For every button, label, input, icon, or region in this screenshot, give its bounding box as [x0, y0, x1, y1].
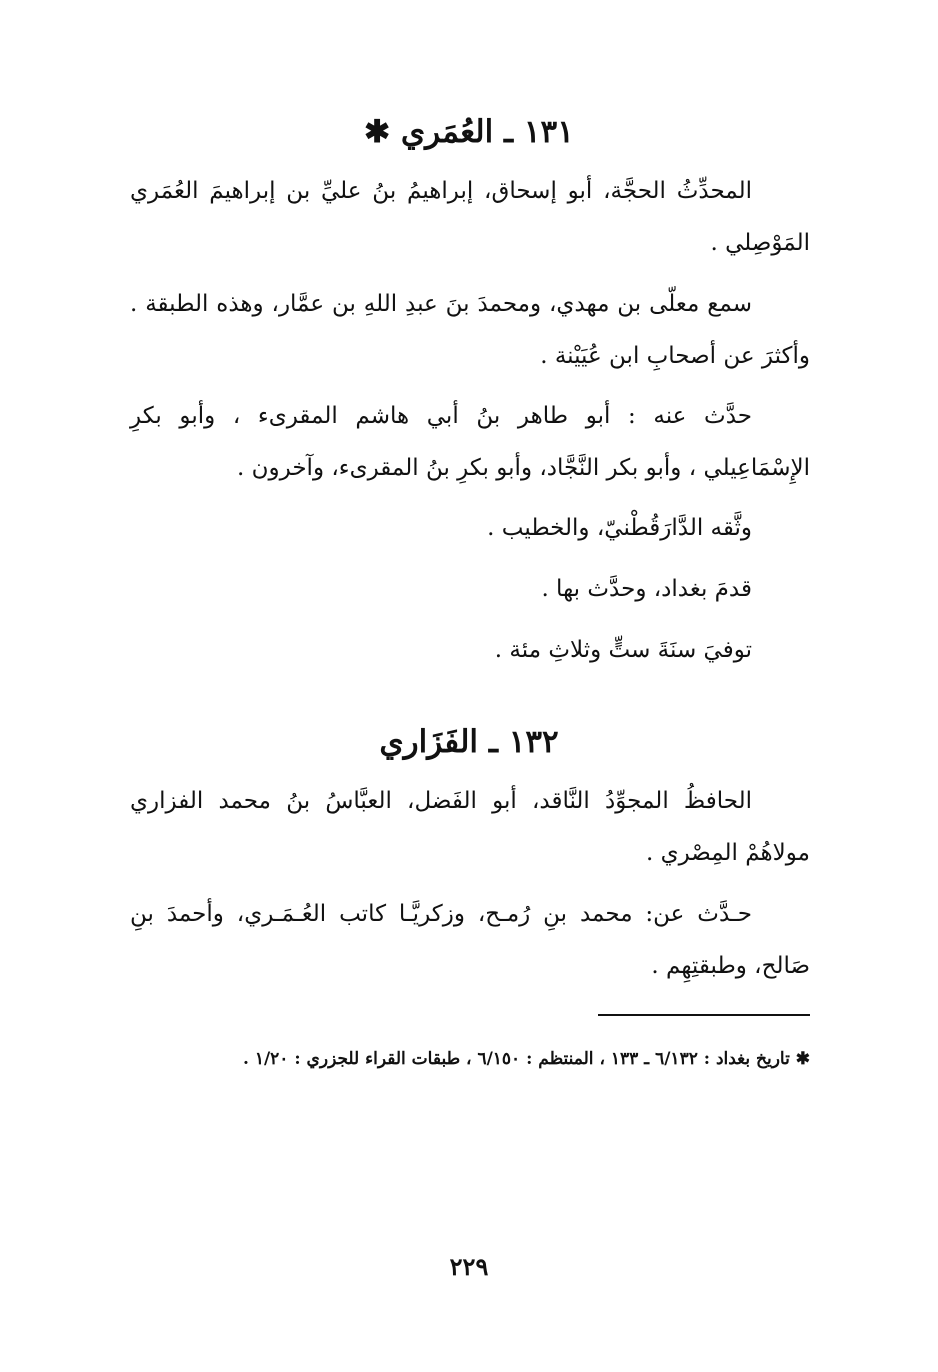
entry-131-paragraph-6: توفيَ سنَةَ ستٍّ وثلاثِ مئة .: [494, 637, 752, 663]
entry-title-131: ١٣١ ـ العُمَري ✱: [364, 114, 574, 150]
entry-132-paragraph-1: الحافظُ المجوِّدُ النَّاقد، أبو الفَضل، العبَّاسُ بنُ محمد الفزاري مولاهُمْ المِصْري .: [130, 788, 810, 866]
entry-131-paragraph-2: سمع معلّى بن مهدي، ومحمدَ بنَ عبدِ اللهِ بن عمَّار، وهذه الطبقة . وأكثرَ عن أصحابِ ابن عُيَيْنة .: [130, 291, 810, 369]
footnote: ✱ تاريخ بغداد : ٦/١٣٢ ـ ١٣٣ ، المنتظم : ٦/١٥٠ ، طبقات القراء للجزري : ١/٢٠ .: [242, 1049, 810, 1069]
entry-132-paragraph-2: حـدَّث عن: محمد بنِ رُمـح، وزكريَّـا كاتب العُـمَـري، وأحمدَ بنِ صَالح، وطبقتِهِم .: [130, 901, 810, 979]
entry-title-132: ١٣٢ ـ الفَزَاري: [379, 724, 559, 760]
page-number: ٢٢٩: [449, 1252, 489, 1281]
entry-131-paragraph-4: وثَّقه الدَّارَقُطْنيّ، والخطيب .: [487, 515, 752, 541]
footnote-separator: [598, 1014, 810, 1016]
entry-131-paragraph-3: حدَّث عنه : أبو طاهر بنُ أبي هاشم المقرىء ، وأبو بكرِ الإِسْمَاعِيلي ، وأبو بكر النَّجَّاد، وأبو بكرِ بنُ المقرىء، وآخرون .: [130, 403, 810, 481]
entry-131-paragraph-5: قدمَ بغداد، وحدَّث بها .: [541, 576, 752, 602]
entry-131-paragraph-1: المحدِّثُ الحجَّة، أبو إسحاق، إبراهيمُ بنُ عليِّ بن إبراهيمَ العُمَري المَوْصِلي .: [130, 178, 810, 256]
